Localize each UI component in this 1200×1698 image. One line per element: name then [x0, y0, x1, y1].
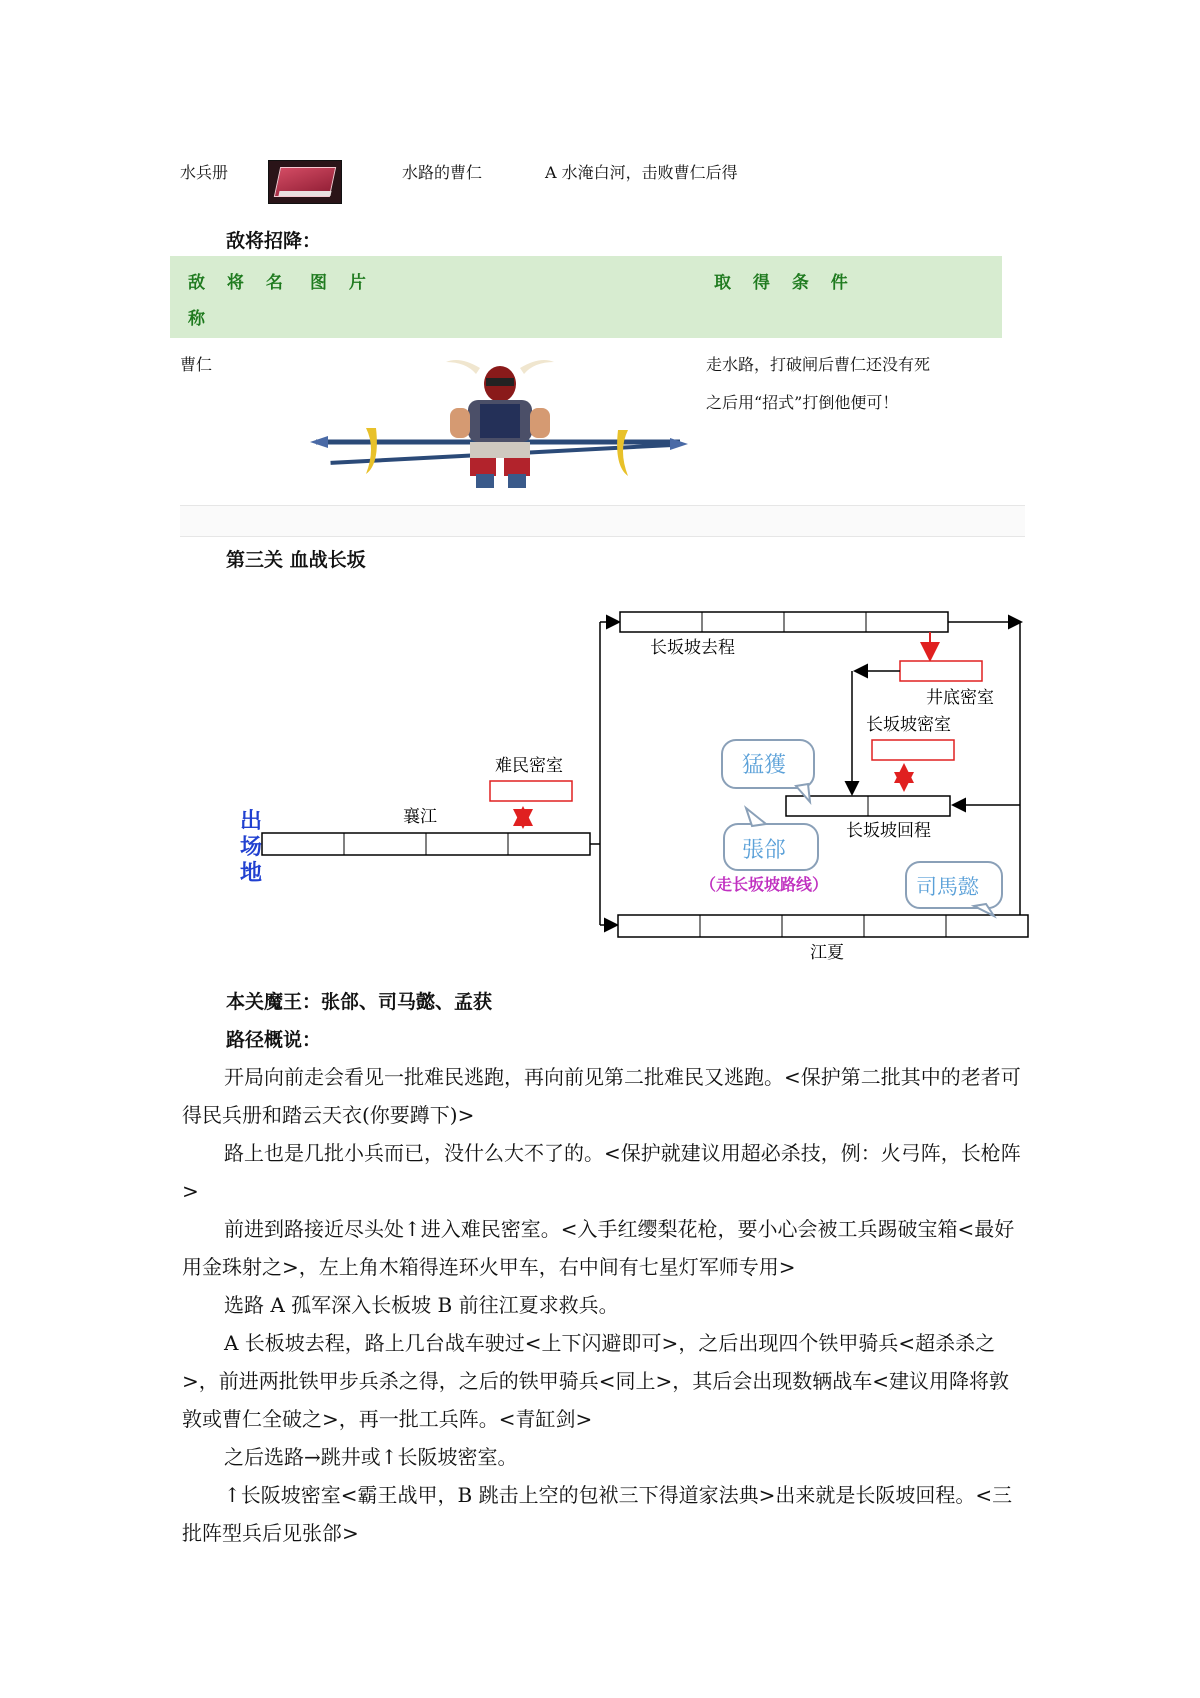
general-name: 曹仁	[180, 355, 213, 374]
route-paragraph: ↑长阪坡密室<霸王战甲，B 跳击上空的包袱三下得道家法典>出来就是长阪坡回程。<三批阵型兵后见张郃>	[182, 1483, 1013, 1545]
route-paragraph: A 长板坡去程，路上几台战车驶过<上下闪避即可>，之后出现四个铁甲骑兵<超杀杀之>，前进两批铁甲步兵杀之得，之后的铁甲骑兵<同上>，其后会出现数辆战车<建议用降将敦敦或曹仁全破之>，再一批工兵阵。<青缸剑>	[182, 1331, 1010, 1431]
section-heading-surrender: 敌将招降：	[226, 230, 322, 252]
boss-zhanghe-note: （走长坂坡路线）	[700, 875, 829, 894]
condition-line-1: 走水路，打破闸后曹仁还没有死	[706, 355, 931, 374]
item-condition: A 水淹白河，击败曹仁后得	[545, 163, 738, 182]
header-col-condition: 取 得 条 件	[714, 273, 856, 293]
changban-go-road	[620, 612, 948, 632]
start-label-2: 场	[240, 835, 263, 860]
route-paragraphs	[182, 1058, 1022, 1552]
changban-go-label: 长坂坡去程	[650, 638, 735, 658]
route-paragraph: 路上也是几批小兵而已，没什么大不了的。<保护就建议用超必杀技，例：火弓阵，长枪阵>	[182, 1141, 1021, 1203]
jingdi-room-label: 井底密室	[926, 688, 994, 708]
header-col-name: 敌 将 名	[188, 273, 291, 293]
route-paragraph: 前进到路接近尽头处↑进入难民密室。<入手红缨梨花枪，要小心会被工兵踢破宝箱<最好用金珠射之>，左上角木箱得连环火甲车，右中间有七星灯军师专用>	[182, 1217, 1015, 1279]
nanmin-room-box	[490, 781, 572, 801]
bosses-line: 本关魔王：张郃、司马懿、孟获	[226, 991, 493, 1013]
boss-zhanghe: 張郃	[742, 838, 787, 863]
changban-room-label: 长坂坡密室	[866, 715, 951, 735]
header-col-name-2: 称	[188, 309, 213, 329]
route-paragraph: 选路 A 孤军深入长板坡 B 前往江夏求救兵。	[224, 1293, 619, 1317]
header-col-image: 图 片	[310, 273, 374, 293]
xiangjiang-label: 襄江	[403, 807, 437, 827]
item-source: 水路的曹仁	[402, 163, 483, 182]
changban-room-box	[872, 740, 954, 760]
start-label-1: 出	[240, 809, 263, 834]
boss-menghuo: 猛獲	[742, 753, 787, 778]
route-heading: 路径概说：	[226, 1029, 322, 1051]
route-paragraph: 开局向前走会看见一批难民逃跑，再向前见第二批难民又逃跑。<保护第二批其中的老者可得民兵册和踏云天衣(你要蹲下)>	[182, 1065, 1021, 1127]
route-paragraph: 之后选路→跳井或↑长阪坡密室。	[224, 1445, 518, 1469]
boss-simayi: 司馬懿	[916, 875, 979, 899]
boss-bubble-menghuo	[722, 740, 814, 802]
jiangxia-road	[618, 915, 1028, 937]
jiangxia-label: 江夏	[810, 943, 844, 963]
level-title: 第三关 血战长坂	[226, 549, 366, 571]
boss-bubble-simayi	[906, 862, 1002, 916]
condition-line-2: 之后用“招式”打倒他便可！	[706, 393, 899, 412]
xiangjiang-road	[262, 833, 590, 855]
nanmin-room-label: 难民密室	[495, 756, 563, 776]
item-name: 水兵册	[180, 163, 229, 182]
jingdi-room-box	[900, 661, 982, 681]
boss-bubble-zhanghe	[724, 808, 818, 870]
changban-return-label: 长坂坡回程	[846, 821, 931, 841]
start-label-3: 地	[240, 861, 263, 886]
